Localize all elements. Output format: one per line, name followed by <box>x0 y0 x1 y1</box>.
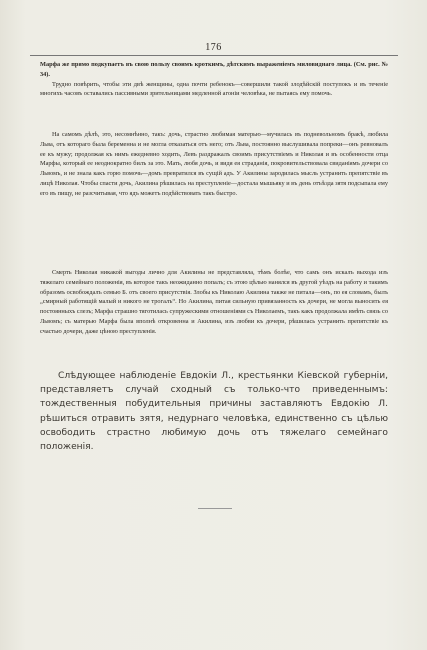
paragraph-4 <box>40 369 388 454</box>
paragraph-3 <box>40 268 388 336</box>
paragraph-2-text: На самомъ дѣлѣ, это, несомнѣнно, такъ: дочь, страстно любимая матерью—мучилась въ подневольномъ бракѣ, любила Льва, отъ котораго была беременна и не могла отказаться отъ него; отъ Льва, постоянно выслушивала попреки—онъ ревновалъ ее къ мужу; продолжая къ нимъ ежедневно ходить, Левъ раздражалъ своимъ присутствіемъ и Николая и въ особенности отца Марфы, который ее неоднократно билъ за это. Мать, любя дочь, и видя ея страданія, покровительствовала свиданіямъ дочери со Львомъ, и не знала какъ горю помочь—домъ превратился въ сущій адъ. У Акилины зародилась мысль устранить препятствіе въ лицѣ Николая. Чтобы спасти дочь, Акилина рѣшилась на преступленіе—достала мышьяку и въ день отъѣзда зятя подсыпала ему его въ пищу, не разсчитывая, что ядъ можетъ подѣйствовать такъ быстро. <box>40 131 388 197</box>
paragraph-2 <box>40 130 388 198</box>
page-number: 176 <box>205 42 222 53</box>
section-end-rule <box>198 508 232 509</box>
paragraph-1 <box>40 60 388 99</box>
paragraph-1-body: Трудно повѣрить, чтобы эти двѣ женщины, одна почти ребенокъ—совершили такой злодѣйскій поступокъ и въ теченіе многихъ часовъ оставались пассивными зрительницами медленной агоніи человѣка, не пытаясь ему помочь. <box>40 80 388 98</box>
header-rule <box>30 55 398 56</box>
paragraph-4-text: Слѣдующее наблюденіе Евдокіи Л., крестьянки Кіевской губерніи, представляетъ случай сходный съ только-что приведеннымъ: тождественныя побудительныя причины заставляютъ Евдокію Л. рѣшиться отравить зятя, недурнаго человѣка, единственно съ цѣлью освободить страстно любимую дочь отъ тяжелаго семейнаго положенія. <box>40 371 388 453</box>
paragraph-3-text: Смерть Николая никакой выгоды лично для Акилины не представляла, тѣмъ болѣе, что самъ онъ искалъ выхода изъ тяжелаго семейнаго положенія, въ которое такъ неожиданно попалъ; съ этою цѣлью нанялся въ другой уѣздъ на работу и такимъ образомъ освобождалъ семью Б. отъ своего присутствія. Злобы къ Николаю Акилина также не питала—онъ, по ея словамъ, былъ „смирный работящій малый и никого не трогалъ“. Но Акилина, питая сильную привязанность къ дочери, не могла выносить ея постоянныхъ слезъ; Марфа страшно тяготилась супружескими отношеніями съ Николаемъ, такъ какъ продолжала имѣть связь со Львомъ; съ матерью Марфа была вполнѣ откровенна и Акилина, изъ любви къ дочери, рѣшилась устранить препятствіе къ счастью дочери, даже цѣною преступленія. <box>40 269 388 335</box>
paragraph-1-intro: Марфа же прямо подкупаетъ въ свою пользу своимъ кроткимъ, дѣтскимъ выраженіемъ миловиднаго лица. (См. рис. № 34). <box>40 61 388 78</box>
